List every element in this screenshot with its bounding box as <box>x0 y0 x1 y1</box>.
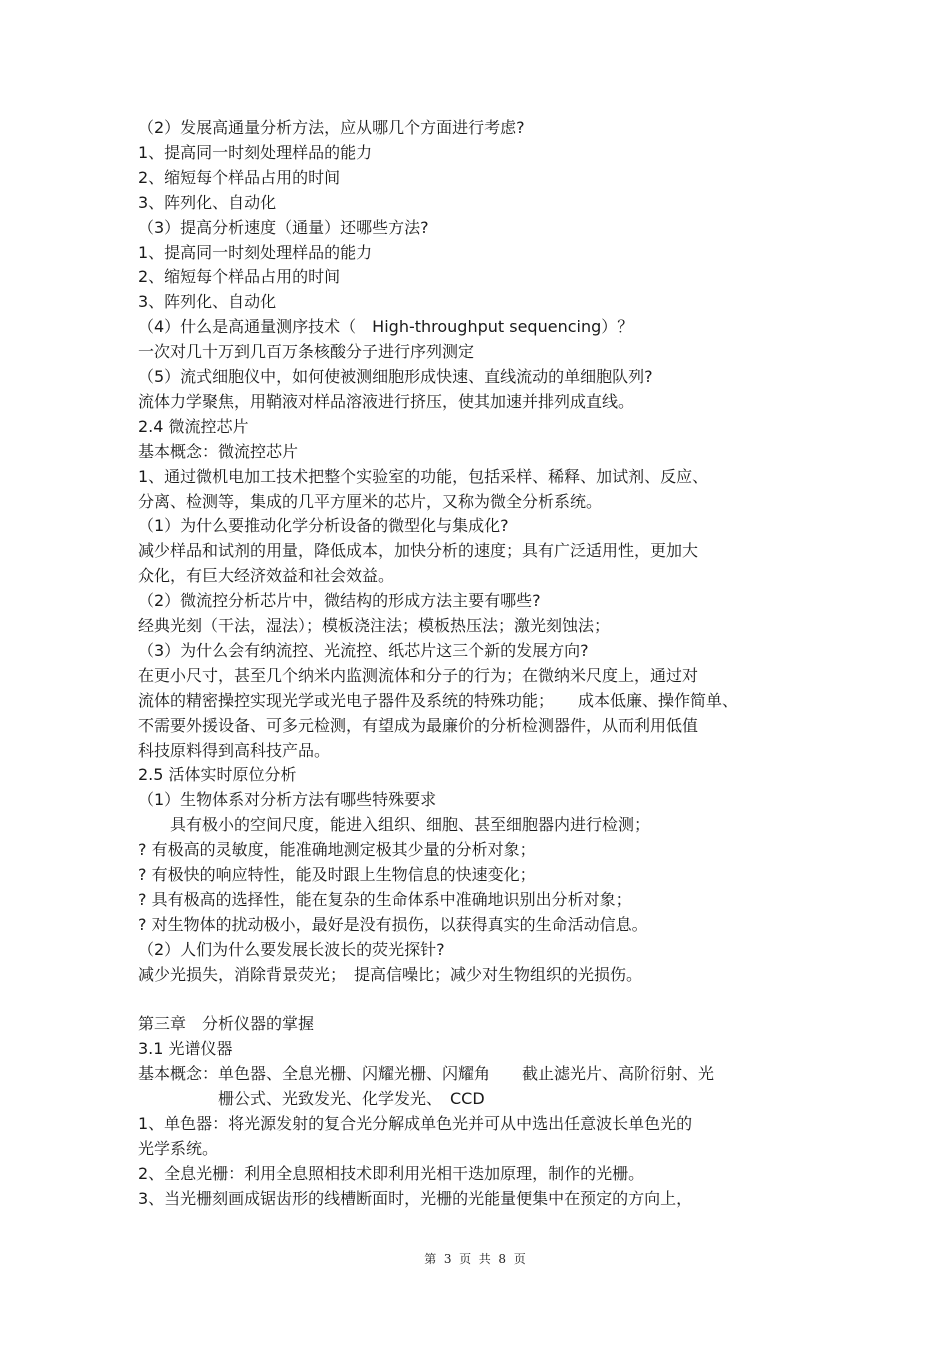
text-line: 3、当光栅刻画成锯齿形的线槽断面时，光栅的光能量便集中在预定的方向上， <box>138 1188 693 1208</box>
text-line: （1）为什么要推动化学分析设备的微型化与集成化? <box>138 516 509 536</box>
text-line: 众化，有巨大经济效益和社会效益。 <box>138 566 395 586</box>
text-line: ? 具有极高的选择性，能在复杂的生命体系中准确地识别出分析对象； <box>138 889 632 909</box>
text-line: 经典光刻（干法，湿法）；模板浇注法；模板热压法；激光刻蚀法； <box>138 616 611 635</box>
text-line: 1、提高同一时刻处理样品的能力 <box>138 242 373 262</box>
text-line: 第三章 分析仪器的掌握 <box>138 1014 315 1034</box>
text-line: 3.1 光谱仪器 <box>138 1039 233 1059</box>
text-line: （2）人们为什么要发展长波长的荧光探针? <box>138 939 445 959</box>
text-line: （2）微流控分析芯片中，微结构的形成方法主要有哪些? <box>138 591 541 611</box>
text-line: （1）生物体系对分析方法有哪些特殊要求 <box>138 790 437 810</box>
text-line: 基本概念：微流控芯片 <box>138 441 299 461</box>
text-line: 3、阵列化、自动化 <box>138 292 277 312</box>
text-line: ? 有极快的响应特性，能及时跟上生物信息的快速变化； <box>138 865 536 884</box>
text-line: 不需要外援设备、可多元检测，有望成为最廉价的分析检测器件，从而利用低值 <box>138 715 699 735</box>
text-line: 减少样品和试剂的用量，降低成本，加快分析的速度；具有广泛适用性，更加大 <box>138 541 699 561</box>
text-line: 2.5 活体实时原位分析 <box>138 765 297 785</box>
text-line: （3）为什么会有纳流控、光流控、纸芯片这三个新的发展方向? <box>138 640 589 660</box>
text-line: 1、单色器：将光源发射的复合光分解成单色光并可从中选出任意波长单色光的 <box>138 1114 693 1133</box>
text-line: 2、缩短每个样品占用的时间 <box>138 167 341 187</box>
text-line: （3）提高分析速度（通量）还哪些方法? <box>138 217 429 237</box>
text-line: 具有极小的空间尺度，能进入组织、细胞、甚至细胞器内进行检测； <box>138 815 651 835</box>
text-line: 1、提高同一时刻处理样品的能力 <box>138 142 373 162</box>
text-line: 减少光损失，消除背景荧光； 提高信噪比；减少对生物组织的光损伤。 <box>138 964 643 984</box>
text-line: （4）什么是高通量测序技术（ High-throughput sequencing）？ <box>138 317 634 337</box>
text-line: 基本概念：单色器、全息光栅、闪耀光栅、闪耀角 截止滤光片、高阶衍射、光 <box>138 1064 715 1084</box>
text-line: （5）流式细胞仪中，如何使被测细胞形成快速、直线流动的单细胞队列? <box>138 367 653 386</box>
text-line: 2、缩短每个样品占用的时间 <box>138 267 341 287</box>
text-line: 分离、检测等，集成的几平方厘米的芯片，又称为微全分析系统。 <box>138 491 603 511</box>
text-line: ? 对生物体的扰动极小，最好是没有损伤，以获得真实的生命活动信息。 <box>138 914 648 934</box>
text-line: 在更小尺寸，甚至几个纳米内监测流体和分子的行为；在微纳米尺度上，通过对 <box>138 665 699 685</box>
text-line: 流体的精密操控实现光学或光电子器件及系统的特殊功能； 成本低廉、操作简单、 <box>138 690 739 710</box>
text-line: 流体力学聚焦，用鞘液对样品溶液进行挤压，使其加速并排列成直线。 <box>138 391 635 411</box>
text-line: 科技原料得到高科技产品。 <box>138 740 331 760</box>
text-line: 1、通过微机电加工技术把整个实验室的功能，包括采样、稀释、加试剂、反应、 <box>138 466 709 486</box>
text-line: 栅公式、光致发光、化学发光、 CCD <box>138 1089 485 1109</box>
page-footer: 第 3 页 共 8 页 <box>424 1252 526 1266</box>
text-line: 2、全息光栅：利用全息照相技术即利用光相干迭加原理，制作的光栅。 <box>138 1163 645 1183</box>
text-line: 一次对几十万到几百万条核酸分子进行序列测定 <box>138 342 475 362</box>
text-line: 2.4 微流控芯片 <box>138 416 249 436</box>
text-line: ? 有极高的灵敏度，能准确地测定极其少量的分析对象； <box>138 840 536 860</box>
text-line: 光学系统。 <box>138 1138 219 1158</box>
text-line: （2）发展高通量分析方法，应从哪几个方面进行考虑? <box>138 118 525 137</box>
text-line: 3、阵列化、自动化 <box>138 192 277 212</box>
